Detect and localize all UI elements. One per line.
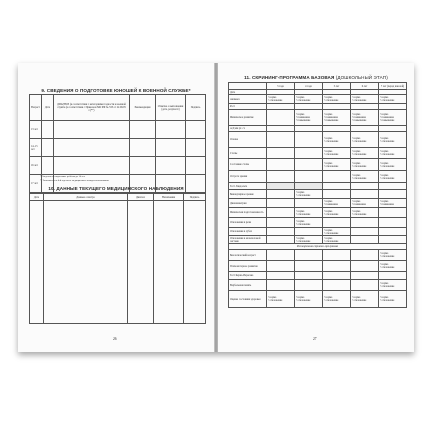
table-row <box>30 121 206 139</box>
age-column: 3 года <box>267 83 295 90</box>
age-cell: 14–15 лет <box>30 139 42 157</box>
cell-option: • норма <box>324 161 333 165</box>
row-label: Отклонения в мочеполовой системе <box>229 236 267 244</box>
cell-option: • понижение <box>324 116 338 119</box>
cell-option: • отклонение <box>352 176 367 180</box>
cell-option: • повышение <box>296 119 311 122</box>
cell-option: • отклонение <box>380 139 395 143</box>
header-recommendations: Рекомендации <box>130 95 156 121</box>
cell-option: • отклонение <box>380 266 395 269</box>
cell-option: • норма <box>296 113 305 116</box>
cell-option: • понижение <box>380 203 394 206</box>
cell-option: • норма <box>268 296 277 299</box>
cell-option: • отклонение <box>380 99 395 102</box>
medical-title: 10. ДАННЫЕ ТЕКУЩЕГО МЕДИЦИНСКОГО НАБЛЮДЕНИЯ <box>48 186 184 191</box>
row-label: Дата <box>229 90 267 95</box>
cell-option: • норма <box>380 200 389 203</box>
cell-option: • отклонение <box>380 176 395 180</box>
cell-option: • повышение <box>324 119 339 122</box>
cell-option: • отклонение <box>352 164 367 168</box>
row-label: Физическое развитие <box>229 110 267 126</box>
header-date: Дата <box>30 194 44 201</box>
cell-option: • норма <box>352 173 361 177</box>
section-title: Расширенная скрининг-программа <box>229 244 407 250</box>
row-label: Состояние стопы <box>229 159 267 171</box>
medical-table <box>29 193 206 324</box>
table-row <box>30 157 206 175</box>
cell-option: • норма <box>296 219 305 223</box>
cell-option: • норма <box>324 200 333 203</box>
row-label: Биологический возраст <box>229 250 267 261</box>
cell-option: • норма <box>324 236 333 240</box>
table-row <box>30 139 206 157</box>
cell-option: • норма <box>380 136 389 140</box>
screening-title-sub: (ДОШКОЛЬНЫЙ ЭТАП) <box>335 75 388 80</box>
row-label: Стопы <box>229 148 267 159</box>
cell-option: • норма <box>324 296 333 299</box>
cell-option: • отклонение <box>324 231 339 235</box>
cell-option: • норма <box>380 263 389 266</box>
cell-option: • норма <box>380 113 389 116</box>
header-date: Дата <box>42 95 54 121</box>
cell-option: • понижение <box>380 116 394 119</box>
cell-option: • норма <box>380 296 389 299</box>
cell-option: • отклонение <box>268 299 283 302</box>
cell-option: • отклонение <box>324 139 339 143</box>
cell-option: • норма <box>352 136 361 140</box>
cell-option: • отклонение <box>352 212 367 216</box>
age-cell: 13 лет <box>30 121 42 139</box>
cell-option: • отклонение <box>324 99 339 102</box>
cell-option: • повышение <box>352 119 367 122</box>
cell-option: • норма <box>296 296 305 299</box>
cell-option: • отклонение <box>296 239 311 243</box>
row-label: Бинокулярное зрение <box>229 190 267 199</box>
cell-option: • норма <box>352 150 361 153</box>
cell-option: • норма <box>352 200 361 203</box>
cell-option: • норма <box>324 209 333 213</box>
cell-option: • норма <box>324 228 333 232</box>
cell-option: • норма <box>324 113 333 116</box>
age-column: 4 года <box>295 83 323 90</box>
cell-option: • отклонение <box>268 99 283 102</box>
cell-option: • отклонение <box>380 285 395 288</box>
header-signature: Подпись <box>186 95 206 121</box>
row-label: Тест Керна-Иерасека <box>229 272 267 280</box>
cell-option: • отклонение <box>352 299 367 302</box>
cell-option: • отклонение <box>296 222 311 226</box>
left-page <box>18 63 214 352</box>
screening-table <box>228 82 407 308</box>
header-marks: Отметка о выполнении (дата, результат) <box>156 95 186 121</box>
cell-option: • отклонение <box>296 299 311 302</box>
row-label: Отклонения в речи <box>229 218 267 228</box>
cell-option: • норма <box>380 150 389 153</box>
cell-option: • отклонение <box>324 299 339 302</box>
cell-option: • норма <box>324 96 333 99</box>
row-label: Отклонения в зубах <box>229 228 267 236</box>
cell-option: • норма <box>380 173 389 177</box>
cell-option: • отклонение <box>296 99 311 102</box>
footnote: * Сведения по подготовке ребёнка до 14 лет. <box>40 175 86 178</box>
row-label: Острота зрения <box>229 171 267 183</box>
row-label: Психомоторное развитие <box>229 261 267 272</box>
cell-option: • понижение <box>352 116 366 119</box>
cell-option: • норма <box>296 96 305 99</box>
screening-title-main: 11. СКРИНИНГ-ПРОГРАММА БАЗОВАЯ <box>244 75 335 80</box>
cell-option: • норма <box>324 150 333 153</box>
cell-option: • отклонение <box>352 153 367 156</box>
footnote: ** Заполняется в 4-й год после медицинского освидетельствования. <box>40 179 110 182</box>
cell-option: • отклонение <box>380 255 395 258</box>
cell-option: • отклонение <box>352 99 367 102</box>
page-number: 26 <box>113 337 117 341</box>
cell-option: • повышение <box>380 119 395 122</box>
cell-option: • норма <box>296 209 305 213</box>
cell-option: • норма <box>380 282 389 285</box>
cell-option: • отклонение <box>352 139 367 143</box>
header-age: Возраст <box>30 95 42 121</box>
table-row <box>30 201 206 324</box>
row-label: Тест Ландольта <box>229 183 267 190</box>
age-column: 5 лет <box>323 83 351 90</box>
cell-option: • отклонение <box>324 153 339 156</box>
cell-option: • понижение <box>324 203 338 206</box>
header-appointments: Назначения <box>154 194 184 201</box>
cell-option: • отклонение <box>380 299 395 302</box>
document-spread <box>18 63 414 352</box>
header-diagnosis: ДИАГНОЗ (в соответствии с категориями годности к военной службе (в соответствии с Приказом МО РФ № 533 от 22.09.05 г.)**) <box>54 95 130 121</box>
cell-option: • норма <box>352 209 361 213</box>
cell-option: • понижение <box>296 116 310 119</box>
cell-option: • норма <box>324 136 333 140</box>
cell-option: • отклонение <box>324 164 339 168</box>
cell-option: • отклонение <box>296 194 311 197</box>
cell-option: • норма <box>352 96 361 99</box>
right-page <box>218 63 414 352</box>
row-label: Динамометрия <box>229 199 267 208</box>
age-cell: 16 лет <box>30 157 42 175</box>
age-column: 7 лет (перед школой) <box>379 83 407 90</box>
cell-option: • норма <box>380 161 389 165</box>
row-label: Осанка <box>229 132 267 148</box>
cell-option: • отклонение <box>380 153 395 156</box>
row-label: Вербальная память <box>229 280 267 291</box>
cell-option: • норма <box>380 96 389 99</box>
row-label: Оценка состояния здоровья <box>229 291 267 308</box>
cell-option: • понижение <box>352 203 366 206</box>
cell-option: • норма <box>352 113 361 116</box>
military-title: 9. СВЕДЕНИЯ О ПОДГОТОВКЕ ЮНОШЕЙ К ВОЕННОЙ СЛУЖБЕ* <box>41 88 191 93</box>
cell-option: • норма <box>352 161 361 165</box>
age-cell: 17 лет <box>30 175 42 193</box>
row-label: А/Д мм рт. ст. <box>229 126 267 132</box>
page-number: 27 <box>313 337 317 341</box>
cell-option: • норма <box>296 191 305 194</box>
cell-option: • норма <box>352 296 361 299</box>
cell-option: • норма <box>380 252 389 255</box>
cell-option: • отклонение <box>296 212 311 216</box>
cell-option: • норма <box>296 236 305 240</box>
row-label: Анамнез <box>229 95 267 104</box>
cell-option: • отклонение <box>324 212 339 216</box>
row-label: Физическая подготовленность <box>229 208 267 218</box>
cell-option: • отклонение <box>380 164 395 168</box>
header-complaints: Данные осмотра <box>44 194 128 201</box>
age-column: 6 лет <box>351 83 379 90</box>
header-signature: Подпись <box>184 194 206 201</box>
header-diagnosis: Диагноз <box>128 194 154 201</box>
screening-title <box>218 75 414 80</box>
row-label: Рост <box>229 104 267 110</box>
cell-option: • отклонение <box>324 239 339 243</box>
cell-option: • норма <box>268 96 277 99</box>
